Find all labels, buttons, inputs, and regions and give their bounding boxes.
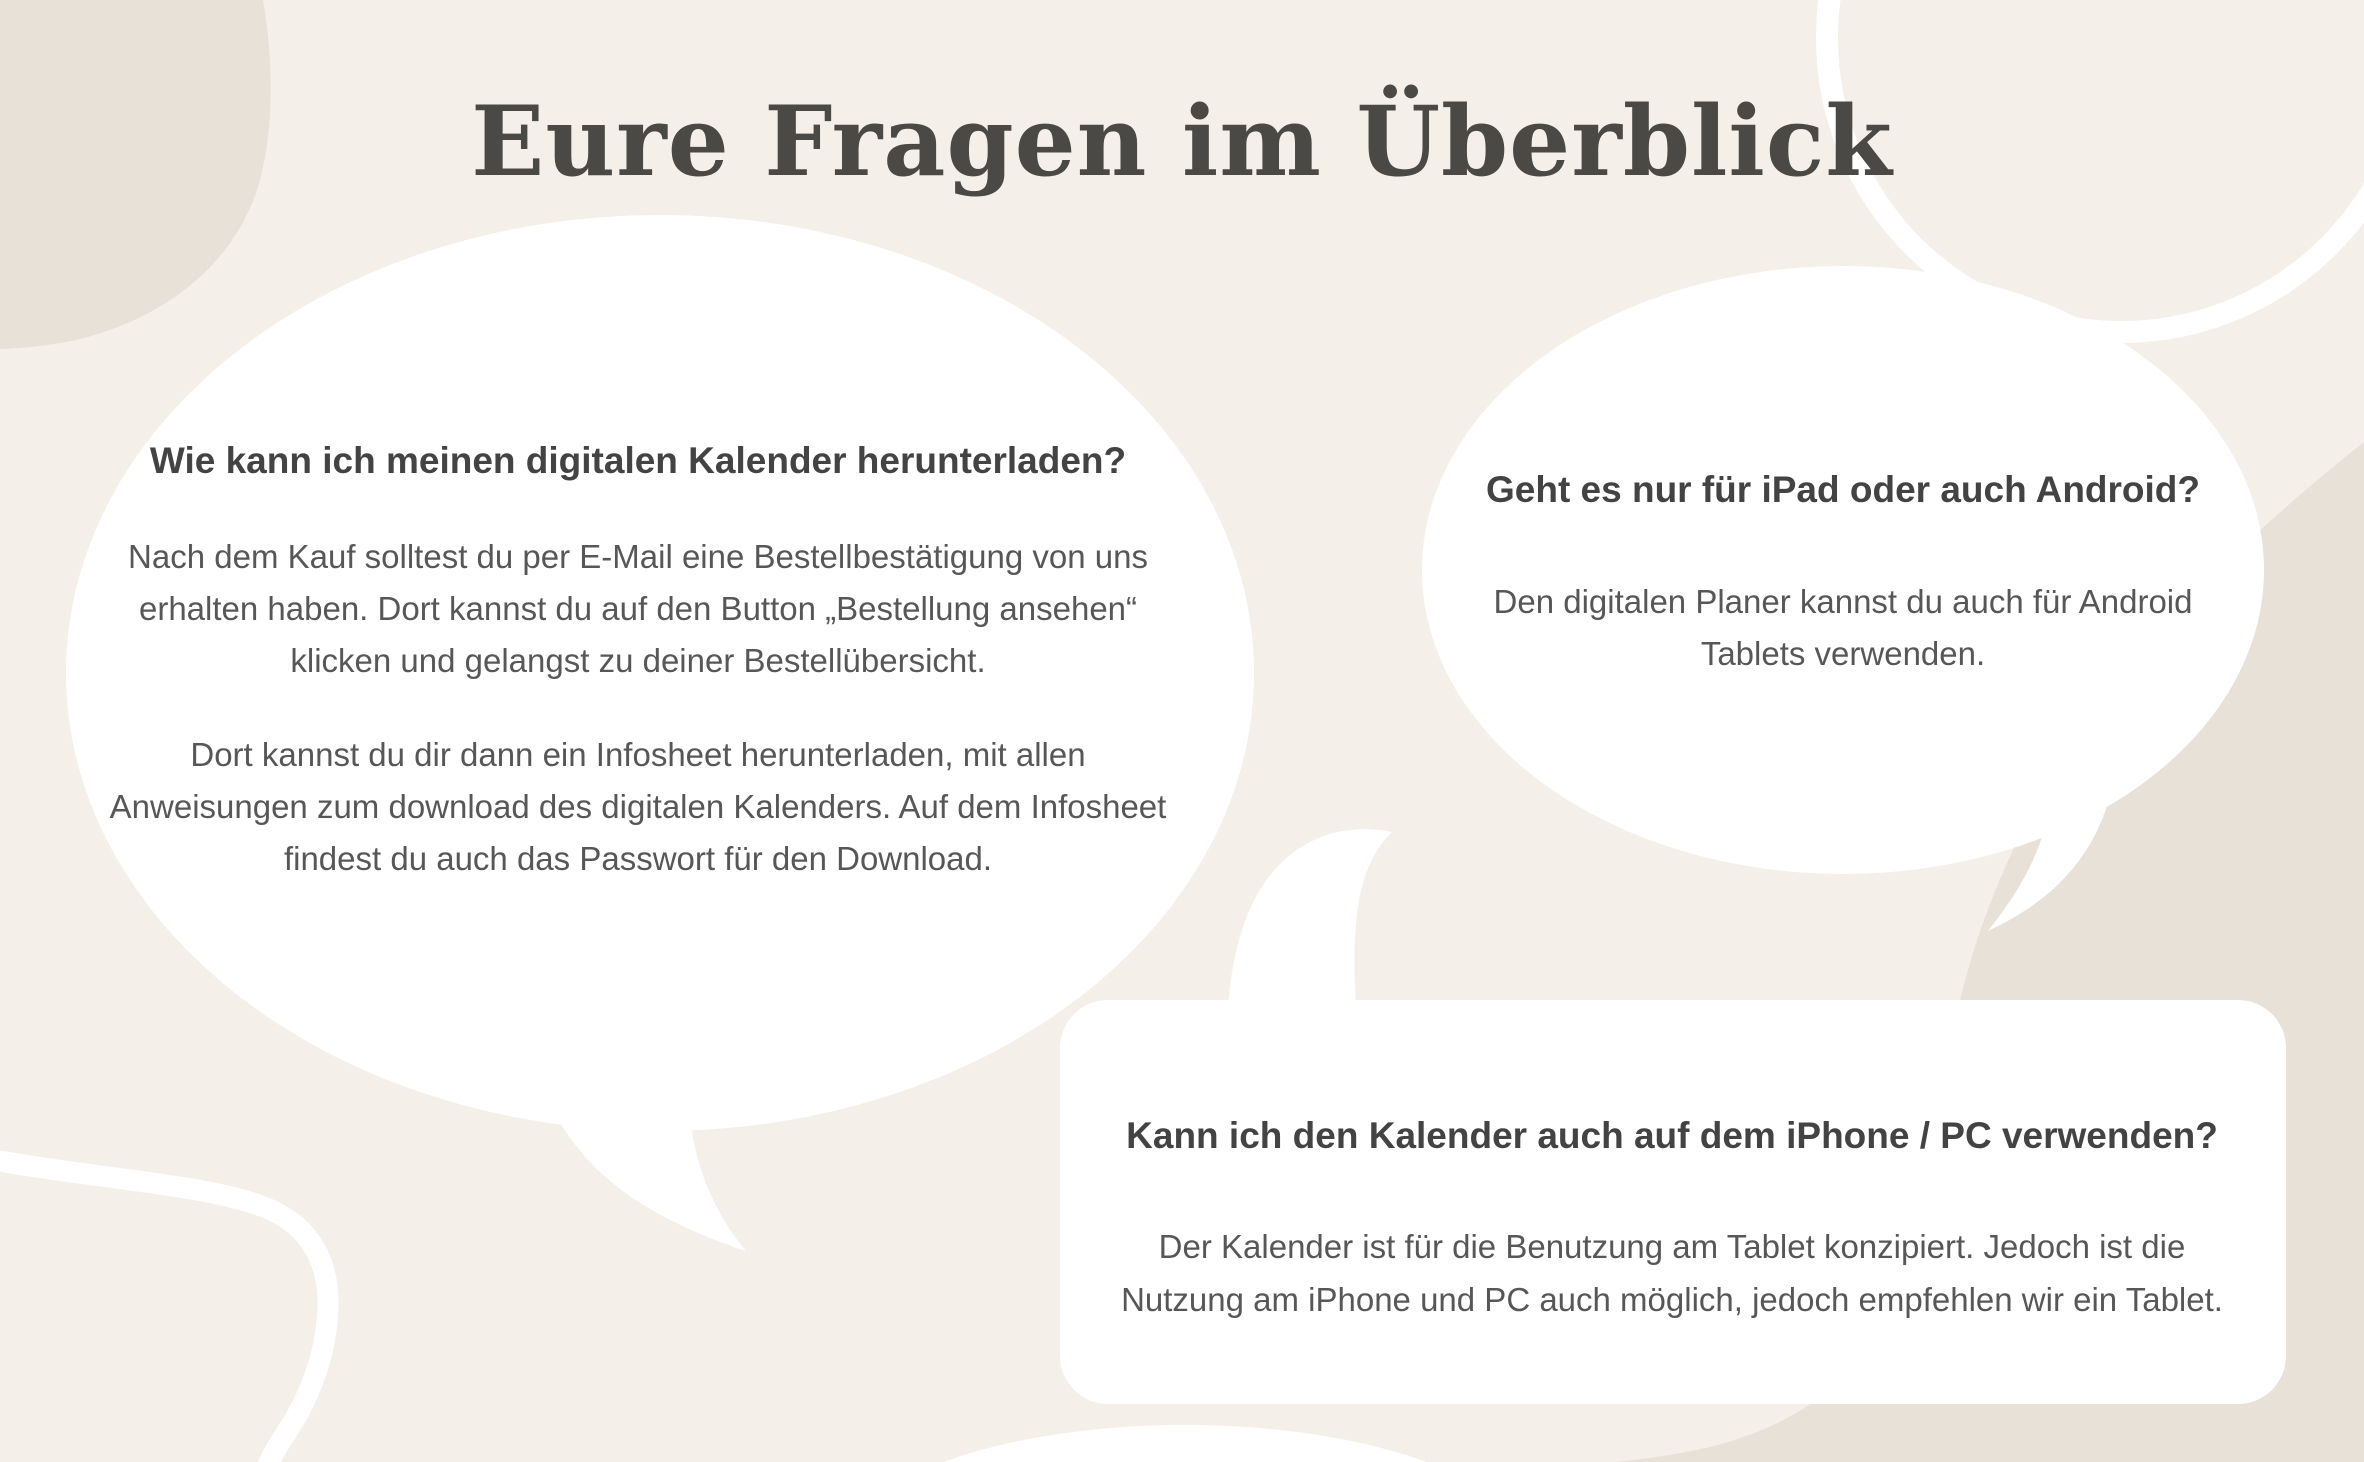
faq-item-iphone-pc	[1096, 1112, 2248, 1326]
faq-answer-paragraph: Den digitalen Planer kannst du auch für Android Tablets verwenden.	[1493, 583, 2193, 673]
faq-question: Geht es nur für iPad oder auch Android?	[1485, 469, 2201, 510]
faq-answer-paragraph: Nach dem Kauf solltest du per E-Mail eine Bestellbestätigung von uns erhalten haben. Dort kannst du auf den Button „Bestellung ansehen“ klicken und gelangst zu deiner Bestellübersicht.	[128, 538, 1148, 680]
faq-answer-paragraph: Der Kalender ist für die Benutzung am Tablet konzipiert. Jedoch ist die Nutzung am iPhone und PC auch möglich, jedoch empfehlen wir ein Tablet.	[1121, 1228, 2223, 1319]
faq-item-download	[88, 437, 1188, 885]
curve-line-bottom-left	[0, 1160, 328, 1462]
faq-question: Kann ich den Kalender auch auf dem iPhone / PC verwenden?	[1126, 1115, 2218, 1156]
white-blob-bottom	[845, 1425, 1525, 1462]
faq-answer-paragraph: Dort kannst du dir dann ein Infosheet herunterladen, mit allen Anweisungen zum download des digitalen Kalenders. Auf dem Infosheet findest du auch das Passwort für den Download.	[109, 736, 1167, 878]
speech-bubble-bottom-tail	[1228, 829, 1392, 1008]
faq-item-android	[1443, 466, 2243, 680]
faq-question: Wie kann ich meinen digitalen Kalender herunterladen?	[149, 440, 1127, 481]
page-title: Eure Fragen im Überblick	[471, 85, 1893, 198]
